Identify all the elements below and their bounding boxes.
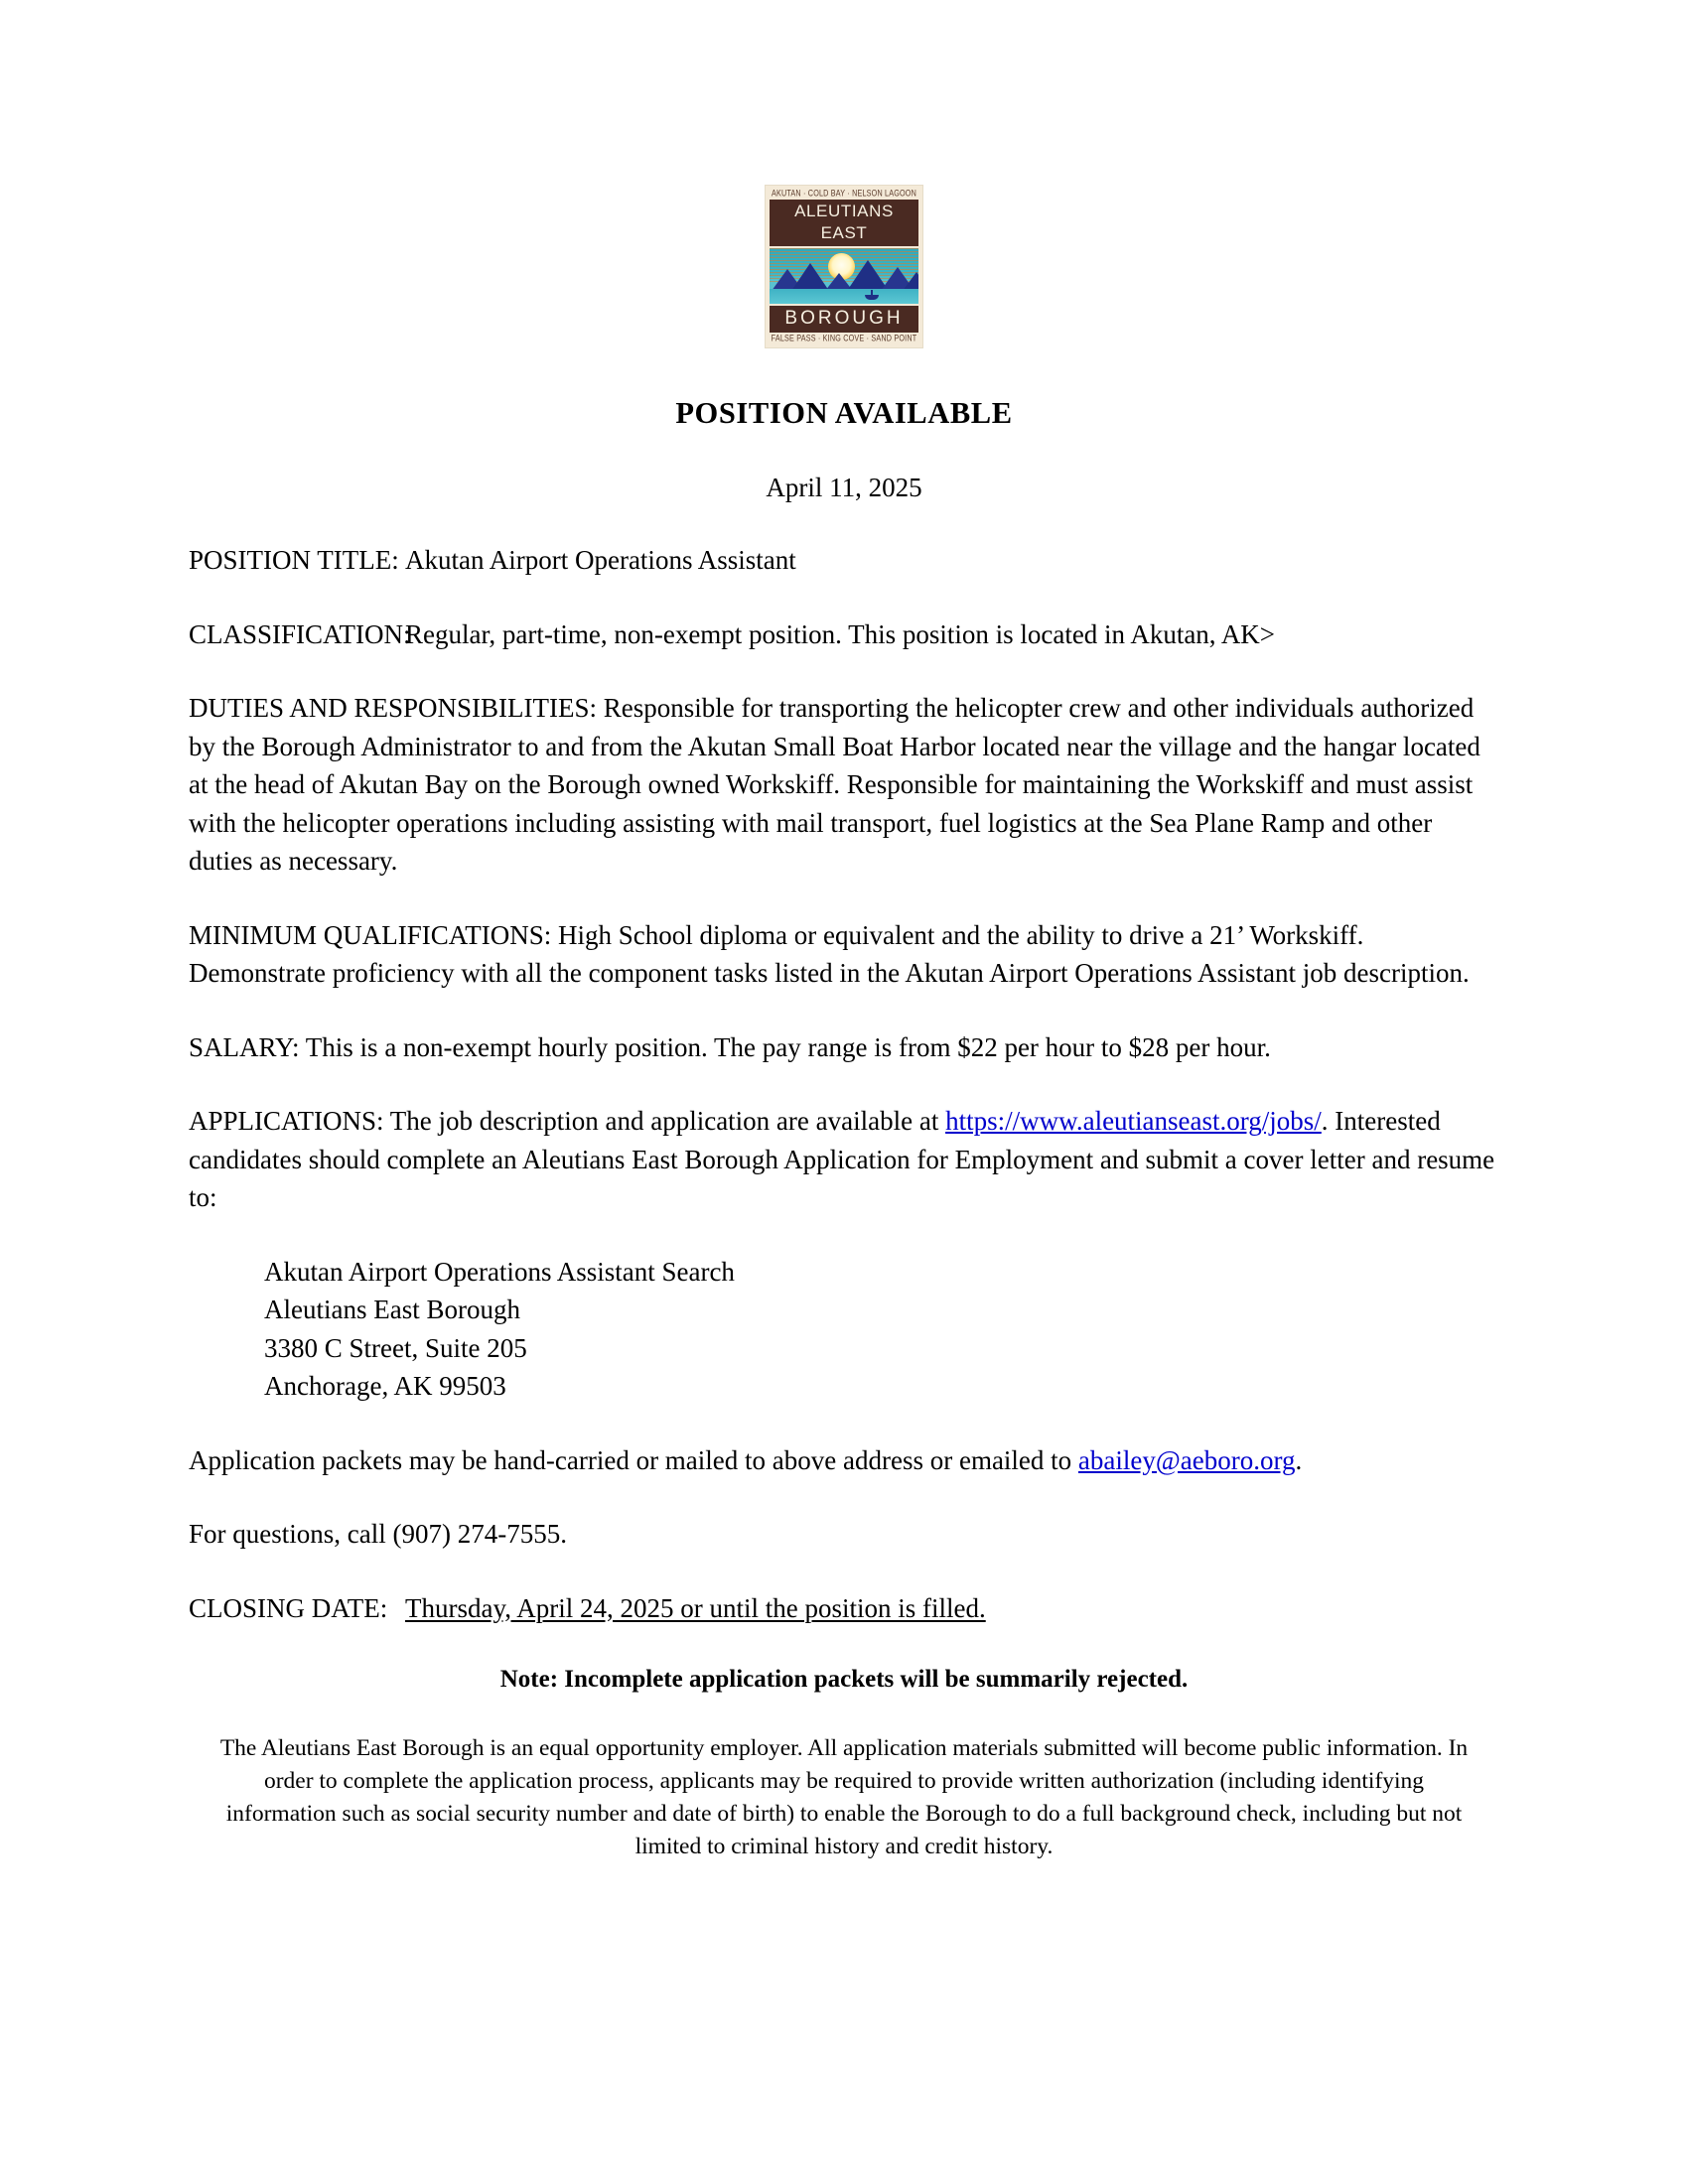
document-content [0,396,1688,1863]
address-line-2: Aleutians East Borough [264,1295,520,1324]
address-line-3: 3380 C Street, Suite 205 [264,1332,527,1363]
aleutians-east-borough-logo [765,185,923,348]
jobs-page-link[interactable]: https://www.aleutianseast.org/jobs/ [945,1106,1322,1136]
classification-row [189,615,1499,654]
position-title-row [189,541,1499,580]
position-title-value: Akutan Airport Operations Assistant [405,545,796,575]
packets-text-after-email: . [1295,1444,1303,1475]
logo-container [0,0,1688,348]
logo-top-communities: AKUTAN · COLD BAY · NELSON LAGOON [772,187,916,199]
document-date: April 11, 2025 [766,473,922,502]
salary-paragraph: SALARY: This is a non-exempt hourly position. The pay range is from $22 per hour to $28 per hour. [189,1031,1271,1062]
applications-text-before-link: APPLICATIONS: The job description and application are available at [189,1106,946,1136]
mailing-address-block [189,1253,1499,1406]
logo-landscape-image [770,248,918,304]
applications-paragraph [189,1102,1499,1217]
minimum-qualifications-paragraph: MINIMUM QUALIFICATIONS: High School diploma or equivalent and the ability to drive a 21’ Workskiff. Demonstrate proficiency with all the component tasks listed in the Akutan Airport Operations Assistant job description. [189,919,1470,988]
packets-text-before-email: Application packets may be hand-carried or mailed to above address or emailed to [189,1444,1078,1475]
equal-opportunity-statement: The Aleutians East Borough is an equal opportunity employer. All application materials submitted will become public information. In order to complete the application process, applicants may be required to provide written authorization (including identifying information such as social security number and date of birth) to enable the Borough to do a full background check, including but not limited to criminal history and credit history. [219,1735,1469,1859]
closing-date-label: CLOSING DATE: [189,1592,388,1623]
email-link[interactable]: abailey@aeboro.org [1077,1444,1296,1475]
applications-text-after-link: . Interested candidates should complete an Aleutians East Borough Application for Employment and submit a cover letter and resume to: [189,1106,1495,1212]
classification-label: CLASSIFICATION: [189,618,411,649]
questions-paragraph: For questions, call (907) 274-7555. [189,1519,567,1549]
closing-date-row [189,1589,1499,1628]
incomplete-packets-note: Note: Incomplete application packets will be summarily rejected. [499,1666,1189,1693]
position-title-label: POSITION TITLE: [189,545,399,575]
classification-value: Regular, part-time, non-exempt position. This position is located in Akutan, AK> [405,618,1276,649]
application-packets-paragraph [189,1441,1499,1480]
logo-name-line2: BOROUGH [770,306,918,333]
address-line-1: Akutan Airport Operations Assistant Search [264,1256,735,1287]
page-title: POSITION AVAILABLE [675,396,1013,430]
closing-date-value: Thursday, April 24, 2025 or until the position is filled. [405,1592,986,1623]
address-line-4: Anchorage, AK 99503 [264,1371,506,1401]
water-icon [770,289,918,304]
logo-bottom-communities: FALSE PASS · KING COVE · SAND POINT [771,332,917,344]
mountain-icon [791,263,829,291]
duties-and-responsibilities-paragraph: DUTIES AND RESPONSIBILITIES: Responsible for transporting the helicopter crew and other individuals authorized by the Borough Administrator to and from the Akutan Small Boat Harbor located near the village and the hangar located at the head of Akutan Bay on the Borough owned Workskiff. Responsible for maintaining the Workskiff and must assist with the helicopter operations including assisting with mail transport, fuel logistics at the Sea Plane Ramp and other duties as necessary. [189,693,1480,876]
logo-name-line1: ALEUTIANS EAST [770,200,918,246]
